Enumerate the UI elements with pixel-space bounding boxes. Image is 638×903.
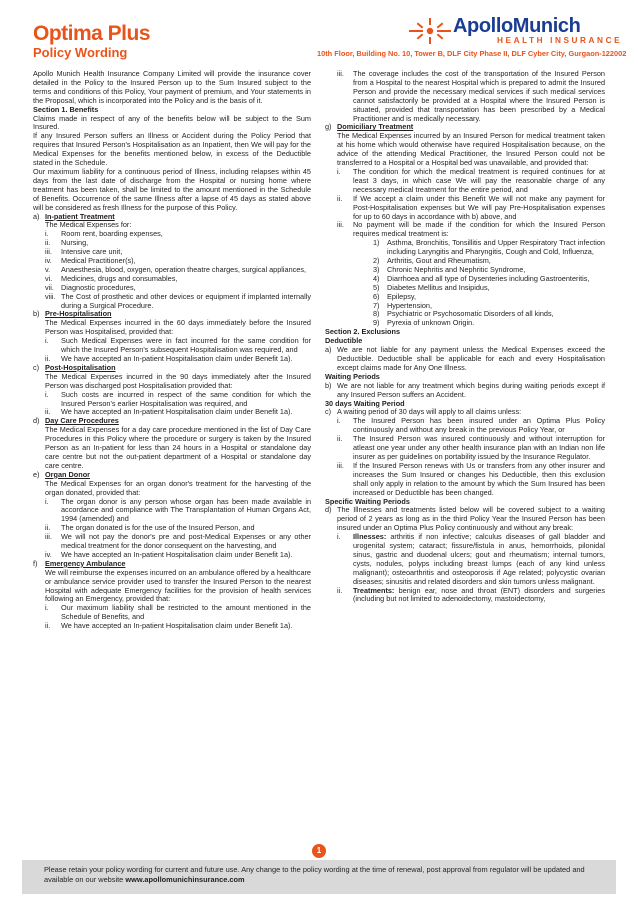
exclusion-item: b) We are not liable for any treatment which begins during waiting periods except if any Insured Person suffers an Accident. bbox=[325, 380, 605, 399]
list-item: i. Illnesses: arthritis if non infective; calculus diseases of gall bladder and urogenital system; cataract; fissure/fistula in anus, hemorrhoids, pilonidal sinus, gastric and duodenal ulcers; gout and rheumatism; internal tumors, cysts, nodules, polyps including breast lumps (each of any kind unless malignant); osteoarthritis and osteoporosis if Age related; polycystic ovarian diseases; sinusitis and related disorders and skin tumors unless malignant. bbox=[337, 532, 605, 586]
benefit-intro: The Medical Expenses for a day care procedure mentioned in the list of Day Care Procedures in this Policy where the procedure or surgery is taken by the Insured Person as an In-patient for less than 24 hours in a Hospital or standalone day care centre but not the out-patient department of a Hospital or standalone day care centre. bbox=[45, 425, 311, 470]
treatments-text: benign ear, nose and throat (ENT) disorders and surgeries (including but not limited to adenoidectomy, mastoidectomy, bbox=[353, 585, 605, 604]
benefit-heading-g: g) Domiciliary Treatment bbox=[325, 122, 414, 132]
list-item: i. The condition for which the medical treatment is required continues for at least 3 days, in which case We will pay the reasonable charge of any necessary medical treatment for the entire period, and bbox=[337, 166, 605, 194]
list-item: ii. The organ donated is for the use of the Insured Person, and bbox=[45, 523, 255, 533]
specific-waiting-title: Specific Waiting Periods bbox=[325, 496, 410, 506]
list-item: viii. The Cost of prosthetic and other devices or equipment if implanted internally during a Surgical Procedure. bbox=[45, 291, 311, 310]
sub-list-item: 5) Diabetes Mellitus and Insipidus, bbox=[373, 282, 490, 292]
list-item: ii. The Insured Person was insured continuously and without interruption for atleast one year under any other health insurance plan with an Indian non life insurer as per guidelines on portability issued by the Insurance Regulator. bbox=[337, 434, 605, 461]
apollo-munich-logo-icon bbox=[409, 18, 451, 44]
company-logo bbox=[405, 14, 623, 48]
list-item: iii. The coverage includes the cost of the transportation of the Insured Person from a Hospital to the nearest Hospital which is prepared to admit the Insured Person and provide the necessary medical services if such medical services cannot satisfactorily be provided at a Hospital where the Insured Person is situated, provided that transportation has been prescribed by a Medical Practitioner and is medically necessary. bbox=[337, 69, 605, 123]
list-item: vi. Medicines, drugs and consumables, bbox=[45, 273, 178, 283]
list-item: ii. If We accept a claim under this Benefit We will not make any payment for Post-Hospitalisation expenses but We will pay Pre-Hospitalisation expenses for up to 60 days in accordance with b) above, and bbox=[337, 193, 605, 221]
section-1-paragraph: Our maximum liability for a continuous period of Illness, including relapses within 45 days from the last date of discharge from the Hospital or nursing home where treatment has been taken, shall be limited to the amount mentioned in the Schedule of Benefits. Occurrence of the same Illness after a lapse of 45 days as stated above will be considered as fresh Illness for the purpose of this Policy. bbox=[33, 166, 311, 212]
benefit-intro: We will reimburse the expenses incurred on an ambulance offered by a healthcare or ambulance service provider used to transfer the Insured Person to the nearest Hospital with adequate Emergency facilities for the provision of health services following an Emergency, provided that: bbox=[45, 567, 311, 604]
sub-list-item: 4) Diarrhoea and all type of Dysenteries including Gastroenteritis, bbox=[373, 273, 590, 283]
exclusion-item: a) We are not liable for any payment unless the Medical Expenses exceed the Deductible. Deductible shall be applicable for each and every Hospitalisation except claims made for Any One Illness. bbox=[325, 345, 605, 372]
list-item: i. Such costs are incurred in respect of the same condition for which the Insured Person's earlier Hospitalisation was required, and bbox=[45, 389, 311, 408]
section-2-title: Section 2. Exclusions bbox=[325, 327, 401, 337]
benefit-heading-a: a) In-patient Treatment bbox=[33, 211, 115, 221]
list-item: iii. No payment will be made if the condition for which the Insured Person requires medical treatment is: bbox=[337, 220, 605, 239]
list-item: ii. Treatments: benign ear, nose and throat (ENT) disorders and surgeries (including but not limited to adenoidectomy, mastoidectomy, bbox=[337, 585, 605, 604]
right-column bbox=[325, 70, 605, 604]
logo-tagline: HEALTH INSURANCE bbox=[497, 36, 623, 45]
list-item: i. The Insured Person has been insured under an Optima Plus Policy continuously and without any break in the previous Policy Year, or bbox=[337, 416, 605, 435]
sub-list-item: 7) Hypertension, bbox=[373, 300, 433, 310]
sub-list-item: 3) Chronic Nephritis and Nephritic Syndrome, bbox=[373, 264, 526, 274]
footer-note bbox=[44, 865, 604, 885]
list-item: i. Our maximum liability shall be restricted to the amount mentioned in the Schedule of Benefits, and bbox=[45, 603, 311, 622]
list-item: i. Such Medical Expenses were in fact incurred for the same condition for which the Insured Person's subsequent Hospitalisation was required, and bbox=[45, 336, 311, 355]
list-item: iii. If the Insured Person renews with Us or transfers from any other insurer and increases the Sum Insured or changes his Deductible, then this exclusion shall only apply in relation to the amount by which the Sum Insured has been increased or Deductible has been changed. bbox=[337, 460, 605, 497]
sub-list-item: 8) Psychiatric or Psychosomatic Disorders of all kinds, bbox=[373, 309, 554, 319]
benefit-heading-c: c) Post-Hospitalisation bbox=[33, 362, 116, 372]
sub-list-item: 2) Arthritis, Gout and Rheumatism, bbox=[373, 256, 491, 266]
section-1-title: Section 1. Benefits bbox=[33, 104, 99, 114]
list-item: iv. We have accepted an In-patient Hospitalisation claim under Benefit 1a). bbox=[45, 549, 293, 559]
benefit-intro: The Medical Expenses incurred in the 90 days immediately after the Insured Person was discharged post Hospitalisation provided that: bbox=[45, 371, 311, 390]
list-item: ii. We have accepted an In-patient Hospitalisation claim under Benefit 1a). bbox=[45, 621, 293, 631]
benefit-heading-d: d) Day Care Procedures bbox=[33, 416, 119, 426]
page-number: 1 bbox=[312, 844, 326, 858]
list-item: ii. Nursing, bbox=[45, 238, 89, 248]
section-1-paragraph: Claims made in respect of any of the benefits below will be subject to the Sum Insured. bbox=[33, 113, 311, 132]
benefit-intro: The Medical Expenses incurred by an Insured Person for medical treatment taken at his home which would otherwise have required Hospitalisation because, on the advice of the attending Medical Practitioner, the Insured Person could not be transferred to a Hospital or a Hospital bed was unavailable, and provided that: bbox=[337, 131, 605, 168]
document-subtitle: Policy Wording bbox=[33, 45, 128, 60]
section-1-paragraph: If any Insured Person suffers an Illness or Accident during the Policy Period that requires that Insured Person's Hospitalisation as an Inpatient, then We will pay for the Medical Expenses for the benefits mentioned below, in excess of the Deductible stated in the Schedule. bbox=[33, 131, 311, 168]
benefit-heading-b: b) Pre-Hospitalisation bbox=[33, 309, 112, 319]
list-item: iv. Medical Practitioner(s), bbox=[45, 256, 136, 266]
treatments-label: Treatments: bbox=[353, 585, 395, 595]
illnesses-label: Illnesses: bbox=[353, 532, 387, 542]
left-column bbox=[33, 70, 311, 631]
list-item: iii. Intensive care unit, bbox=[45, 247, 123, 257]
list-item: i. The organ donor is any person whose organ has been made available in accordance and compliance with The Transplantation of Human Organs Act, 1994 (amended) and bbox=[45, 496, 311, 524]
company-address: 10th Floor, Building No. 10, Tower B, DLF City Phase II, DLF Cyber City, Gurgaon-122002 bbox=[317, 49, 627, 58]
waiting-periods-title: Waiting Periods bbox=[325, 371, 380, 381]
list-item: vii. Diagnostic procedures, bbox=[45, 282, 136, 292]
product-title: Optima Plus bbox=[33, 22, 151, 45]
exclusion-item: d) The Illnesses and treatments listed below will be covered subject to a waiting period of 2 years as long as in the third Policy Year the Insured Person has been insured under an Optima Plus Policy continuously and without any break: bbox=[325, 505, 605, 533]
exclusion-item: c) A waiting period of 30 days will apply to all claims unless: bbox=[325, 407, 522, 417]
deductible-title: Deductible bbox=[325, 336, 363, 346]
sub-list-item: 1) Asthma, Bronchitis, Tonsillitis and Upper Respiratory Tract infection including Laryngitis and Pharyngitis, Cough and Cold, Influenza, bbox=[373, 238, 605, 257]
list-item: ii. We have accepted an In-patient Hospitalisation claim under Benefit 1a). bbox=[45, 407, 293, 417]
footer-text: Please retain your policy wording for current and future use. Any change to the policy wording at the time of renewal, post approval from regulator will be updated and available on our website bbox=[44, 865, 585, 884]
website-link[interactable]: www.apollomunichinsurance.com bbox=[125, 875, 245, 884]
footer-bar bbox=[22, 860, 616, 894]
list-item: v. Anaesthesia, blood, oxygen, operation theatre charges, surgical appliances, bbox=[45, 264, 307, 274]
list-item: i. Room rent, boarding expenses, bbox=[45, 229, 163, 239]
benefit-heading-e: e) Organ Donor bbox=[33, 469, 90, 479]
intro-paragraph: Apollo Munich Health Insurance Company Limited will provide the insurance cover detailed in the Policy to the Insured Person up to the Sum Insured subject to the terms and conditions of this Policy, Your payment of premium, and Your statements in the Proposal, which is incorporated into the Policy and is the basis of it. bbox=[33, 69, 311, 105]
sub-list-item: 9) Pyrexia of unknown Origin. bbox=[373, 318, 475, 328]
benefit-intro: The Medical Expenses for an organ donor's treatment for the harvesting of the organ donated, provided that: bbox=[45, 478, 311, 497]
illnesses-text: arthritis if non infective; calculus diseases of gall bladder and urogenital system; cataract; fissure/fistula in anus, hemorrhoids, pilonidal sinus, gastric and duodenal ulcers; gout and rheumatism; internal tumors, cysts, nodules, polyps including breast lumps (each of any kind unless malignant); osteoarthritis and osteoporosis if Age related; polycystic ovarian diseases; sinusitis and related disorders and skin tumors unless malignant. bbox=[353, 532, 605, 586]
benefit-intro: The Medical Expenses for: bbox=[45, 220, 132, 230]
list-item: ii. We have accepted an In-patient Hospitalisation claim under Benefit 1a). bbox=[45, 354, 293, 363]
thirty-day-waiting-title: 30 days Waiting Period bbox=[325, 398, 405, 408]
sub-list-item: 6) Epilepsy, bbox=[373, 291, 417, 301]
benefit-intro: The Medical Expenses incurred in the 60 days immediately before the Insured Person was Hospitalised, provided that: bbox=[45, 318, 311, 337]
benefit-heading-f: f) Emergency Ambulance bbox=[33, 558, 126, 568]
logo-wordmark: ApolloMunich bbox=[453, 15, 581, 37]
list-item: iii. We will not pay the donor's pre and post-Medical Expenses or any other medical treatment for the donor consequent on the harvesting, and bbox=[45, 532, 311, 551]
